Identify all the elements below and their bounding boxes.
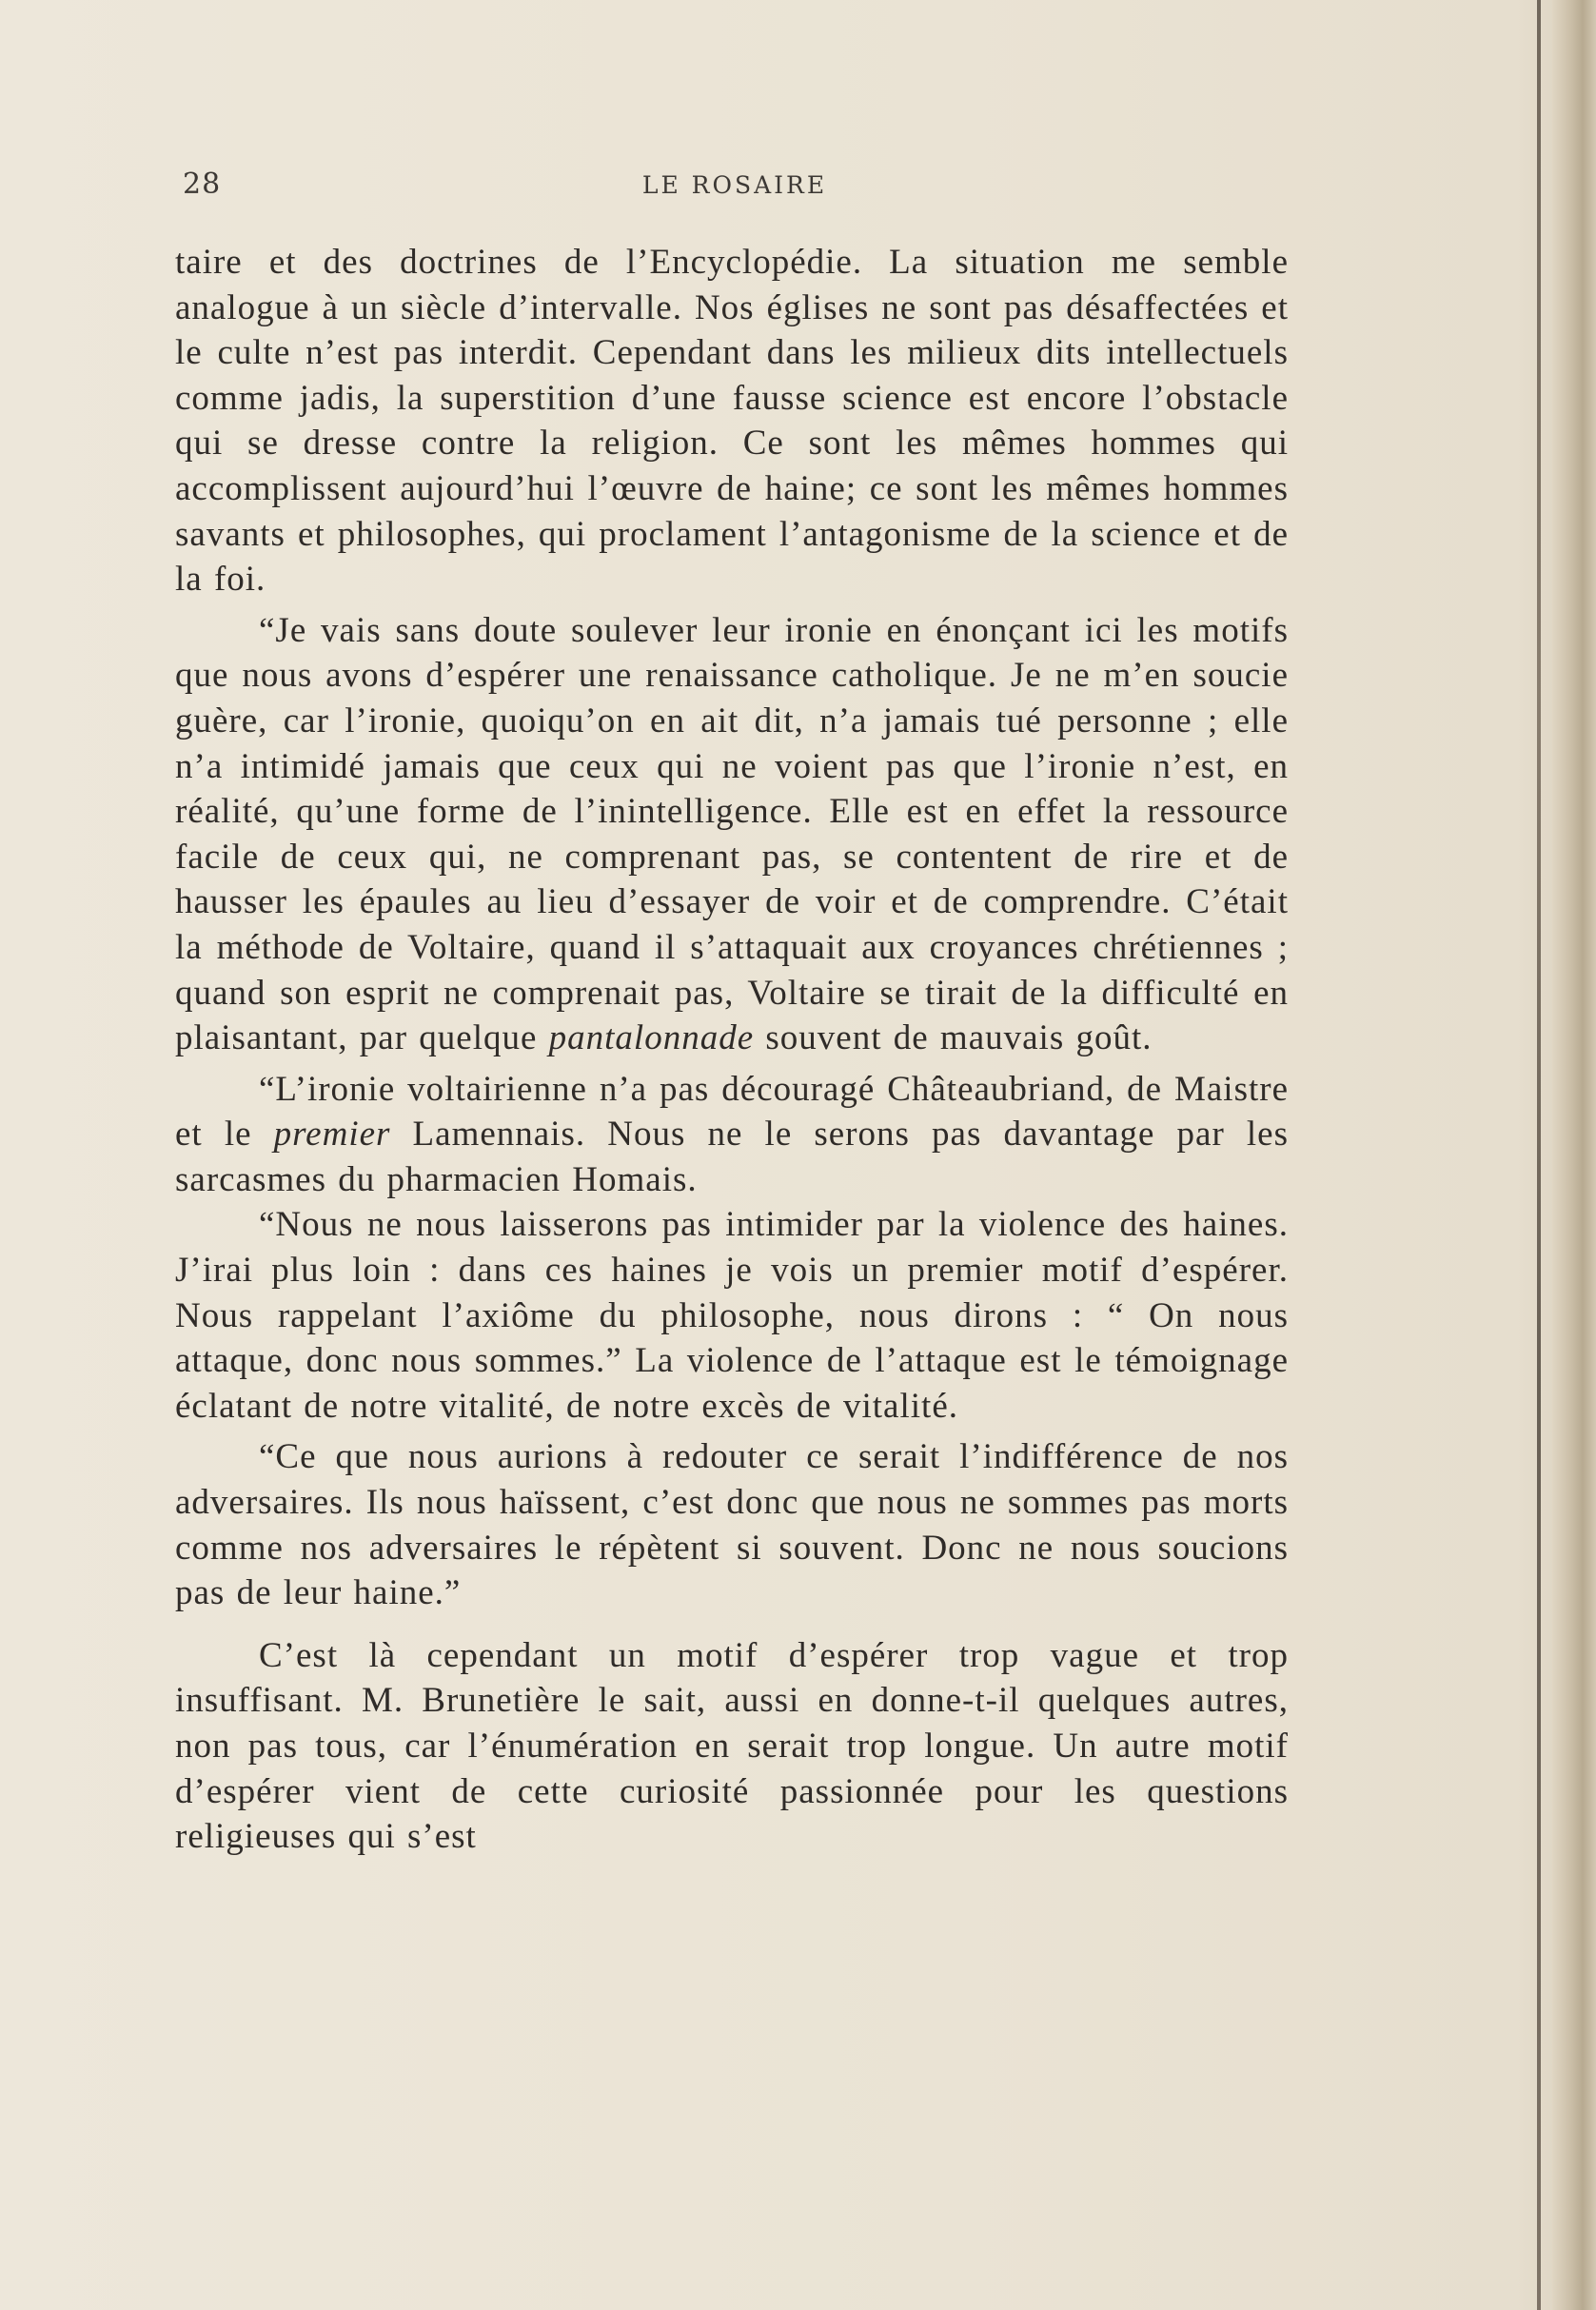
page-edge-shadow xyxy=(1552,0,1596,2310)
paragraph-4: “Nous ne nous laisserons pas intimider par la violence des haines. J’irai plus loin : dans ces haines je vois un premier motif d’espérer. Nous rappelant l’axiôme du philosophe, nous dirons : “ On nous attaque, donc nous sommes.” La violence de l’attaque est le témoignage éclatant de notre vitalité, de notre excès de vitalité. xyxy=(175,1205,1289,1426)
paragraph-3-text-end: Lamennais. Nous ne le serons pas davantage par les sarcasmes du pharmacien Homais. xyxy=(175,1115,1290,1199)
paragraph-3 xyxy=(175,1067,1289,1203)
paragraph-2 xyxy=(175,608,1289,1061)
paragraph-2-italic: pantalonnade xyxy=(548,1018,755,1058)
paragraph-2-text: “Je vais sans doute soulever leur ironie en énonçant ici les motifs que nous avons d’espérer une renaissance catholique. Je ne m’en soucie guère, car l’ironie, quoiqu’on en ait dit, n’a jamais tué personne ; elle n’a intimidé jamais que ceux qui ne voient pas que l’ironie n’est, en réalité, qu’une forme de l’inintelligence. Elle est en effet la ressource facile de ceux qui, ne comprenant pas, se contentent de rire et de hausser les épaules au lieu d’essayer de voir et de comprendre. C’était la méthode de Voltaire, quand il s’attaquait aux croyances chrétiennes ; quand son esprit ne comprenait pas, Voltaire se tirait de la difficulté en plaisantant, par quelque xyxy=(175,610,1289,1058)
page-edge-line xyxy=(1537,0,1541,2310)
page-header xyxy=(183,168,1287,209)
body-text xyxy=(175,240,1289,1860)
paragraph-3-text: “L’ironie voltairienne n’a pas découragé Châteaubriand, de Maistre et le xyxy=(175,1069,1289,1155)
paragraph-3-italic: premier xyxy=(273,1115,391,1155)
paragraph-6: C’est là cependant un motif d’espérer trop vague et trop insuffisant. M. Brunetière le sait, aussi en donne-t-il quelques autres, non pas tous, car l’énumération en serait trop longue. Un autre motif d’espérer vient de cette curiosité passionnée pour les questions religieuses qui s’est xyxy=(175,1635,1289,1857)
running-title: LE ROSAIRE xyxy=(641,171,828,199)
paragraph-2-text-end: souvent de mauvais goût. xyxy=(754,1018,1153,1058)
page-number: 28 xyxy=(183,168,222,201)
paragraph-1: taire et des doctrines de l’Encyclopédie. La situation me semble analogue à un siècle d’intervalle. Nos églises ne sont pas désaffectées et le culte n’est pas interdit. Cependant dans les milieux dits intellectuels comme jadis, la superstition d’une fausse science est encore l’obstacle qui se dresse contre la religion. Ce sont les mêmes hommes qui accomplissent aujourd’hui l’œuvre de haine; ce sont les mêmes hommes savants et philosophes, qui proclament l’antagonisme de la science et de la foi. xyxy=(175,243,1289,600)
paragraph-5: “Ce que nous aurions à redouter ce serait l’indifférence de nos adversaires. Ils nous haïssent, c’est donc que nous ne sommes pas morts comme nos adversaires le répètent si souvent. Donc ne nous soucions pas de leur haine.” xyxy=(175,1437,1289,1613)
